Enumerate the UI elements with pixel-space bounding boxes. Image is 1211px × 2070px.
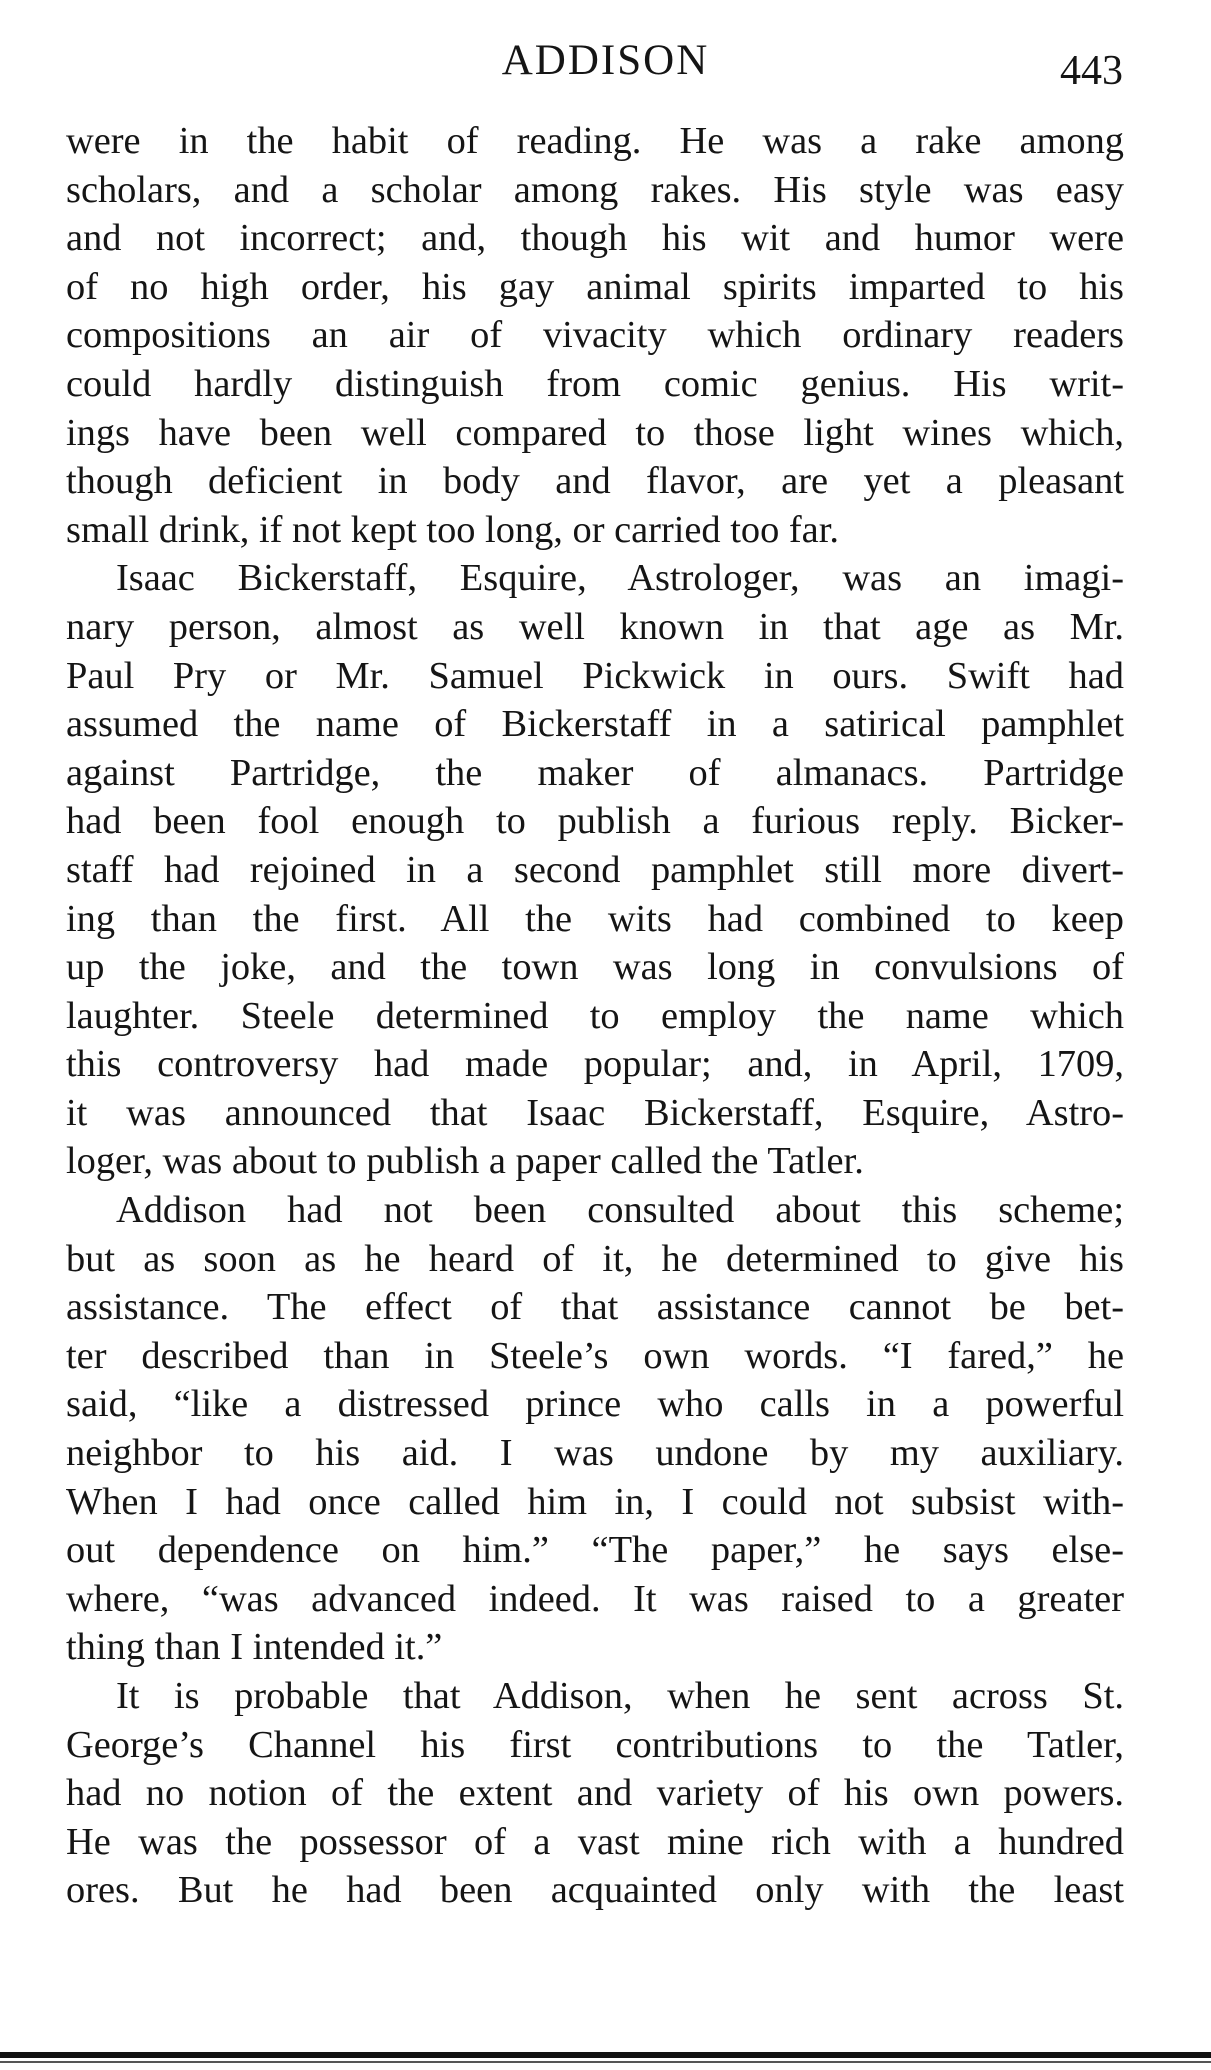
text-line: George’s Channel his first contributions to the Tatler, — [66, 1723, 1124, 1766]
text-line: assumed the name of Bickerstaff in a satirical pamphlet — [66, 703, 1124, 746]
text-line: against Partridge, the maker of almanacs. Partridge — [66, 751, 1124, 794]
text-line: Isaac Bickerstaff, Esquire, Astrologer, was an imagi- — [116, 557, 1124, 600]
text-line: Paul Pry or Mr. Samuel Pickwick in ours. Swift had — [66, 654, 1124, 697]
text-line: He was the possessor of a vast mine rich with a hundred — [66, 1820, 1124, 1863]
text-line: loger, was about to publish a paper called the Tatler. — [66, 1140, 864, 1183]
text-line: Addison had not been consulted about this scheme; — [116, 1189, 1124, 1232]
page-edge-rule — [0, 2052, 1211, 2058]
page-number: 443 — [1060, 48, 1123, 94]
text-line: though deficient in body and flavor, are yet a pleasant — [66, 460, 1124, 503]
text-line: were in the habit of reading. He was a rake among — [66, 120, 1124, 162]
text-line: neighbor to his aid. I was undone by my auxiliary. — [66, 1432, 1124, 1475]
text-line: said, “like a distressed prince who calls in a powerful — [66, 1383, 1124, 1426]
text-line: scholars, and a scholar among rakes. His style was easy — [66, 168, 1124, 211]
text-line: out dependence on him.” “The paper,” he says else- — [66, 1529, 1124, 1572]
text-line: ores. But he had been acquainted only with the least — [66, 1869, 1124, 1912]
text-line: where, “was advanced indeed. It was raised to a greater — [66, 1577, 1124, 1620]
text-line: staff had rejoined in a second pamphlet still more divert- — [66, 848, 1124, 891]
text-line: small drink, if not kept too long, or carried too far. — [66, 508, 839, 551]
text-line: this controversy had made popular; and, in April, 1709, — [66, 1043, 1124, 1086]
text-line: and not incorrect; and, though his wit and humor were — [66, 217, 1124, 260]
text-line: ing than the first. All the wits had combined to keep — [66, 897, 1124, 940]
text-line: but as soon as he heard of it, he determined to give his — [66, 1237, 1124, 1280]
running-title: ADDISON — [501, 37, 710, 84]
text-line: it was announced that Isaac Bickerstaff, Esquire, Astro- — [66, 1091, 1124, 1134]
text-line: When I had once called him in, I could not subsist with- — [66, 1480, 1124, 1523]
text-line: assistance. The effect of that assistance cannot be bet- — [66, 1286, 1124, 1329]
text-line: of no high order, his gay animal spirits imparted to his — [66, 265, 1124, 308]
text-line: had no notion of the extent and variety of his own powers. — [66, 1772, 1124, 1815]
text-line: laughter. Steele determined to employ the name which — [66, 994, 1124, 1037]
text-line: thing than I intended it.” — [66, 1626, 443, 1669]
text-line: had been fool enough to publish a furious reply. Bicker- — [66, 800, 1124, 843]
text-line: up the joke, and the town was long in convulsions of — [66, 946, 1124, 989]
text-line: could hardly distinguish from comic genius. His writ- — [66, 362, 1124, 405]
running-head — [0, 30, 1211, 94]
text-line: compositions an air of vivacity which ordinary readers — [66, 314, 1124, 357]
text-line: nary person, almost as well known in that age as Mr. — [66, 605, 1124, 648]
text-line: ings have been well compared to those light wines which, — [66, 411, 1124, 454]
text-line: It is probable that Addison, when he sent across St. — [116, 1675, 1124, 1717]
page-edge-rule-thin — [0, 2061, 1211, 2063]
text-line: ter described than in Steele’s own words. “I fared,” he — [66, 1334, 1124, 1377]
body-text — [66, 117, 1124, 1915]
